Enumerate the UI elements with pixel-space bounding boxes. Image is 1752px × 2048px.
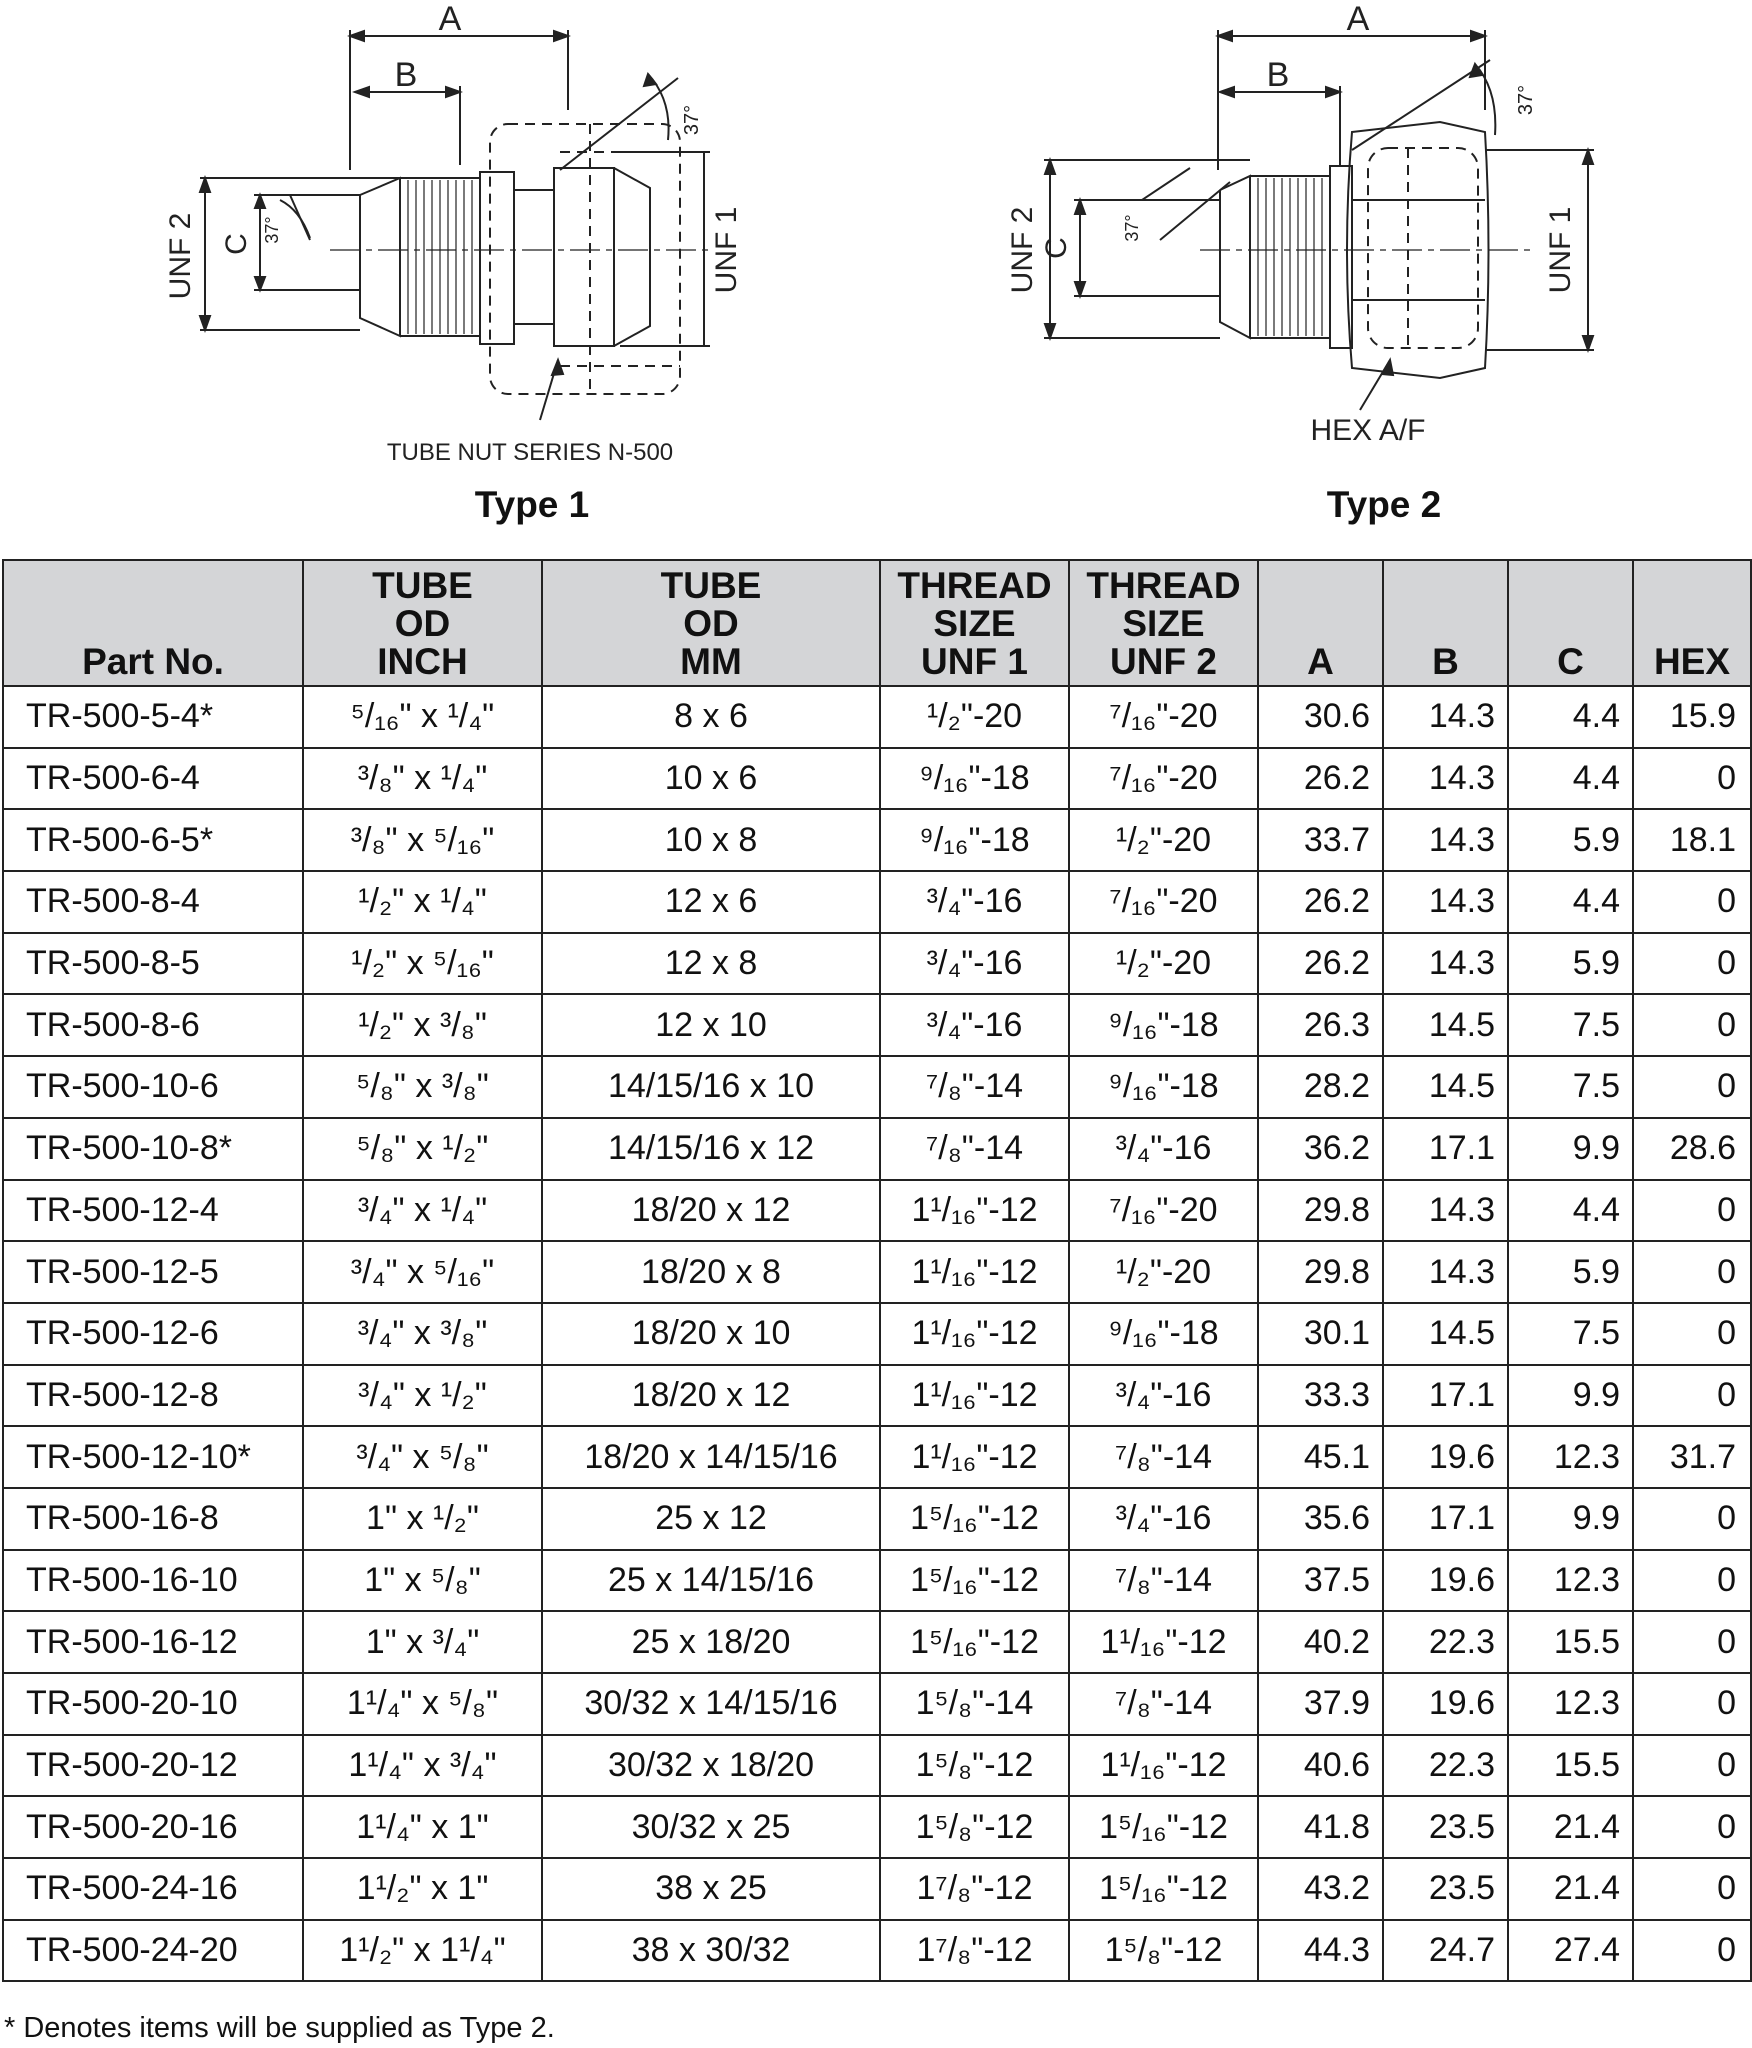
cell-thread-unf2: ⁹/₁₆"-18	[1069, 1056, 1258, 1118]
cell-tube-od-mm: 25 x 14/15/16	[542, 1550, 880, 1612]
cell-dim-b: 23.5	[1383, 1796, 1508, 1858]
cell-dim-c: 9.9	[1508, 1488, 1633, 1550]
cell-hex: 0	[1633, 1056, 1751, 1118]
type1-nut-note: TUBE NUT SERIES N-500	[386, 439, 674, 466]
cell-dim-c: 7.5	[1508, 994, 1633, 1056]
cell-dim-a: 45.1	[1258, 1426, 1383, 1488]
cell-dim-b: 19.6	[1383, 1426, 1508, 1488]
cell-tube-od-inch: 1" x ¹/₂"	[303, 1488, 542, 1550]
cell-tube-od-inch: ⁵/₈" x ³/₈"	[303, 1056, 542, 1118]
cell-part-no: TR-500-12-8	[3, 1365, 303, 1427]
cell-thread-unf1: ¹/₂"-20	[880, 686, 1069, 748]
cell-hex: 0	[1633, 871, 1751, 933]
cell-dim-a: 26.3	[1258, 994, 1383, 1056]
cell-thread-unf1: ⁷/₈"-14	[880, 1118, 1069, 1180]
table-row	[3, 1550, 1751, 1612]
cell-part-no: TR-500-24-20	[3, 1920, 303, 1982]
figures-area	[0, 0, 1752, 540]
type1-dim-unf2: UNF 2	[164, 212, 197, 300]
cell-thread-unf1: ⁷/₈"-14	[880, 1056, 1069, 1118]
cell-dim-a: 40.2	[1258, 1611, 1383, 1673]
cell-part-no: TR-500-20-10	[3, 1673, 303, 1735]
cell-hex: 0	[1633, 994, 1751, 1056]
cell-dim-b: 24.7	[1383, 1920, 1508, 1982]
cell-thread-unf1: 1⁵/₈"-12	[880, 1735, 1069, 1797]
type1-dim-c: C	[220, 233, 253, 255]
cell-thread-unf1: 1⁵/₈"-12	[880, 1796, 1069, 1858]
table-row	[3, 933, 1751, 995]
table-row	[3, 1611, 1751, 1673]
cell-dim-b: 17.1	[1383, 1365, 1508, 1427]
cell-thread-unf2: ⁷/₈"-14	[1069, 1550, 1258, 1612]
cell-dim-c: 5.9	[1508, 809, 1633, 871]
cell-dim-b: 17.1	[1383, 1118, 1508, 1180]
cell-dim-b: 14.5	[1383, 1056, 1508, 1118]
cell-dim-a: 26.2	[1258, 933, 1383, 995]
cell-tube-od-inch: ³/₄" x ¹/₄"	[303, 1180, 542, 1242]
cell-hex: 0	[1633, 1488, 1751, 1550]
fitting-spec-table	[2, 559, 1752, 1982]
cell-thread-unf2: 1¹/₁₆"-12	[1069, 1611, 1258, 1673]
cell-tube-od-inch: ⁵/₈" x ¹/₂"	[303, 1118, 542, 1180]
cell-dim-b: 14.3	[1383, 933, 1508, 995]
cell-part-no: TR-500-20-16	[3, 1796, 303, 1858]
cell-part-no: TR-500-8-4	[3, 871, 303, 933]
cell-dim-c: 4.4	[1508, 686, 1633, 748]
type1-dim-unf1: UNF 1	[710, 206, 743, 294]
cell-hex: 0	[1633, 933, 1751, 995]
table-row	[3, 1241, 1751, 1303]
table-row	[3, 871, 1751, 933]
cell-dim-a: 29.8	[1258, 1241, 1383, 1303]
cell-part-no: TR-500-6-5*	[3, 809, 303, 871]
cell-tube-od-inch: ¹/₂" x ³/₈"	[303, 994, 542, 1056]
table-row	[3, 1180, 1751, 1242]
cell-dim-c: 9.9	[1508, 1118, 1633, 1180]
cell-dim-a: 30.6	[1258, 686, 1383, 748]
cell-dim-c: 12.3	[1508, 1426, 1633, 1488]
table-row	[3, 686, 1751, 748]
cell-thread-unf2: ⁷/₁₆"-20	[1069, 686, 1258, 748]
cell-thread-unf2: ⁹/₁₆"-18	[1069, 1303, 1258, 1365]
cell-part-no: TR-500-16-8	[3, 1488, 303, 1550]
type2-drawing	[970, 0, 1650, 470]
cell-dim-b: 14.3	[1383, 1241, 1508, 1303]
type2-dim-c: C	[1040, 237, 1073, 259]
cell-part-no: TR-500-20-12	[3, 1735, 303, 1797]
type1-drawing	[150, 0, 743, 470]
type2-dim-a: A	[1346, 0, 1370, 38]
cell-thread-unf2: ⁷/₁₆"-20	[1069, 1180, 1258, 1242]
cell-thread-unf2: ¹/₂"-20	[1069, 809, 1258, 871]
cell-dim-b: 22.3	[1383, 1735, 1508, 1797]
cell-tube-od-mm: 12 x 6	[542, 871, 880, 933]
cell-part-no: TR-500-5-4*	[3, 686, 303, 748]
cell-dim-c: 9.9	[1508, 1365, 1633, 1427]
cell-dim-c: 4.4	[1508, 748, 1633, 810]
cell-thread-unf2: 1⁵/₈"-12	[1069, 1920, 1258, 1982]
cell-hex: 0	[1633, 1735, 1751, 1797]
cell-dim-b: 22.3	[1383, 1611, 1508, 1673]
table-row	[3, 1920, 1751, 1982]
cell-hex: 0	[1633, 1920, 1751, 1982]
cell-thread-unf1: ³/₄"-16	[880, 933, 1069, 995]
cell-hex: 0	[1633, 1673, 1751, 1735]
col-header-tube-od-mm: TUBE OD MM	[542, 560, 880, 686]
cell-thread-unf1: 1⁵/₁₆"-12	[880, 1488, 1069, 1550]
cell-part-no: TR-500-8-6	[3, 994, 303, 1056]
table-row	[3, 1056, 1751, 1118]
cell-thread-unf1: ³/₄"-16	[880, 994, 1069, 1056]
cell-hex: 0	[1633, 1796, 1751, 1858]
cell-thread-unf2: 1¹/₁₆"-12	[1069, 1735, 1258, 1797]
cell-thread-unf1: 1¹/₁₆"-12	[880, 1303, 1069, 1365]
cell-tube-od-mm: 10 x 6	[542, 748, 880, 810]
cell-tube-od-inch: 1¹/₄" x ³/₄"	[303, 1735, 542, 1797]
cell-tube-od-inch: ³/₈" x ⁵/₁₆"	[303, 809, 542, 871]
cell-part-no: TR-500-12-4	[3, 1180, 303, 1242]
cell-hex: 18.1	[1633, 809, 1751, 871]
type2-dim-unf2: UNF 2	[1006, 206, 1039, 294]
cell-thread-unf1: 1⁵/₁₆"-12	[880, 1611, 1069, 1673]
cell-tube-od-mm: 30/32 x 18/20	[542, 1735, 880, 1797]
cell-part-no: TR-500-8-5	[3, 933, 303, 995]
cell-thread-unf1: ³/₄"-16	[880, 871, 1069, 933]
cell-thread-unf1: 1¹/₁₆"-12	[880, 1241, 1069, 1303]
cell-hex: 0	[1633, 748, 1751, 810]
col-header-part: Part No.	[3, 560, 303, 686]
cell-hex: 0	[1633, 1365, 1751, 1427]
cell-dim-c: 15.5	[1508, 1611, 1633, 1673]
cell-tube-od-mm: 18/20 x 12	[542, 1365, 880, 1427]
cell-tube-od-mm: 30/32 x 25	[542, 1796, 880, 1858]
cell-thread-unf2: ¹/₂"-20	[1069, 1241, 1258, 1303]
cell-part-no: TR-500-12-5	[3, 1241, 303, 1303]
cell-thread-unf2: ⁷/₈"-14	[1069, 1426, 1258, 1488]
cell-part-no: TR-500-12-6	[3, 1303, 303, 1365]
col-header-tube-od-inch: TUBE OD INCH	[303, 560, 542, 686]
cell-thread-unf2: ³/₄"-16	[1069, 1365, 1258, 1427]
cell-dim-a: 35.6	[1258, 1488, 1383, 1550]
col-header-a: A	[1258, 560, 1383, 686]
type1-dim-a: A	[438, 0, 462, 38]
cell-thread-unf2: ⁷/₁₆"-20	[1069, 748, 1258, 810]
cell-hex: 31.7	[1633, 1426, 1751, 1488]
cell-dim-b: 14.5	[1383, 994, 1508, 1056]
table-body	[3, 686, 1751, 1981]
table-row	[3, 994, 1751, 1056]
cell-hex: 15.9	[1633, 686, 1751, 748]
cell-dim-c: 4.4	[1508, 1180, 1633, 1242]
cell-tube-od-inch: ³/₄" x ⁵/₁₆"	[303, 1241, 542, 1303]
table-row	[3, 1735, 1751, 1797]
cell-thread-unf1: 1⁵/₁₆"-12	[880, 1550, 1069, 1612]
cell-thread-unf2: ¹/₂"-20	[1069, 933, 1258, 995]
type1-dim-b: B	[394, 56, 418, 94]
cell-part-no: TR-500-12-10*	[3, 1426, 303, 1488]
cell-dim-b: 14.3	[1383, 1180, 1508, 1242]
cell-hex: 28.6	[1633, 1118, 1751, 1180]
cell-tube-od-inch: ¹/₂" x ¹/₄"	[303, 871, 542, 933]
type1-angle-inner: 37°	[262, 216, 282, 244]
cell-tube-od-mm: 38 x 25	[542, 1858, 880, 1920]
cell-dim-b: 17.1	[1383, 1488, 1508, 1550]
col-header-thread-unf1: THREAD SIZE UNF 1	[880, 560, 1069, 686]
cell-dim-b: 14.3	[1383, 809, 1508, 871]
cell-dim-b: 14.3	[1383, 871, 1508, 933]
cell-dim-b: 23.5	[1383, 1858, 1508, 1920]
cell-part-no: TR-500-6-4	[3, 748, 303, 810]
cell-tube-od-inch: 1" x ⁵/₈"	[303, 1550, 542, 1612]
type1-angle-outer: 37°	[681, 104, 703, 136]
cell-dim-a: 37.5	[1258, 1550, 1383, 1612]
cell-part-no: TR-500-10-8*	[3, 1118, 303, 1180]
cell-tube-od-mm: 14/15/16 x 10	[542, 1056, 880, 1118]
cell-thread-unf1: 1¹/₁₆"-12	[880, 1365, 1069, 1427]
cell-thread-unf2: 1⁵/₁₆"-12	[1069, 1858, 1258, 1920]
cell-thread-unf2: ⁹/₁₆"-18	[1069, 994, 1258, 1056]
type2-angle-outer: 37°	[1515, 84, 1537, 116]
footnote: * Denotes items will be supplied as Type 2.	[4, 2012, 555, 2044]
cell-tube-od-inch: 1¹/₄" x ⁵/₈"	[303, 1673, 542, 1735]
cell-tube-od-inch: 1¹/₂" x 1"	[303, 1858, 542, 1920]
cell-tube-od-mm: 18/20 x 12	[542, 1180, 880, 1242]
col-header-hex: HEX	[1633, 560, 1751, 686]
cell-thread-unf2: ³/₄"-16	[1069, 1488, 1258, 1550]
table-row	[3, 1118, 1751, 1180]
cell-tube-od-mm: 8 x 6	[542, 686, 880, 748]
cell-tube-od-inch: 1¹/₄" x 1"	[303, 1796, 542, 1858]
cell-dim-a: 28.2	[1258, 1056, 1383, 1118]
cell-thread-unf1: 1⁷/₈"-12	[880, 1920, 1069, 1982]
cell-dim-a: 40.6	[1258, 1735, 1383, 1797]
cell-hex: 0	[1633, 1858, 1751, 1920]
cell-tube-od-mm: 14/15/16 x 12	[542, 1118, 880, 1180]
cell-dim-a: 26.2	[1258, 748, 1383, 810]
cell-tube-od-inch: 1¹/₂" x 1¹/₄"	[303, 1920, 542, 1982]
cell-dim-a: 26.2	[1258, 871, 1383, 933]
cell-thread-unf2: ⁷/₁₆"-20	[1069, 871, 1258, 933]
cell-dim-a: 30.1	[1258, 1303, 1383, 1365]
cell-dim-c: 12.3	[1508, 1550, 1633, 1612]
cell-dim-b: 14.5	[1383, 1303, 1508, 1365]
cell-tube-od-inch: ⁵/₁₆" x ¹/₄"	[303, 686, 542, 748]
cell-thread-unf1: 1¹/₁₆"-12	[880, 1180, 1069, 1242]
cell-part-no: TR-500-16-10	[3, 1550, 303, 1612]
cell-tube-od-inch: ³/₄" x ⁵/₈"	[303, 1426, 542, 1488]
cell-hex: 0	[1633, 1303, 1751, 1365]
cell-tube-od-mm: 18/20 x 10	[542, 1303, 880, 1365]
cell-tube-od-mm: 18/20 x 8	[542, 1241, 880, 1303]
type1-caption: Type 1	[474, 484, 590, 525]
cell-dim-c: 12.3	[1508, 1673, 1633, 1735]
cell-dim-a: 37.9	[1258, 1673, 1383, 1735]
table-row	[3, 1488, 1751, 1550]
cell-dim-a: 41.8	[1258, 1796, 1383, 1858]
cell-part-no: TR-500-24-16	[3, 1858, 303, 1920]
cell-thread-unf1: 1¹/₁₆"-12	[880, 1426, 1069, 1488]
cell-dim-b: 19.6	[1383, 1673, 1508, 1735]
cell-dim-c: 4.4	[1508, 871, 1633, 933]
cell-thread-unf2: 1⁵/₁₆"-12	[1069, 1796, 1258, 1858]
cell-tube-od-mm: 38 x 30/32	[542, 1920, 880, 1982]
cell-thread-unf1: 1⁷/₈"-12	[880, 1858, 1069, 1920]
type2-dim-b: B	[1266, 56, 1290, 94]
col-header-c: C	[1508, 560, 1633, 686]
cell-thread-unf1: ⁹/₁₆"-18	[880, 809, 1069, 871]
cell-hex: 0	[1633, 1550, 1751, 1612]
cell-dim-c: 7.5	[1508, 1056, 1633, 1118]
cell-hex: 0	[1633, 1611, 1751, 1673]
cell-tube-od-inch: ³/₄" x ³/₈"	[303, 1303, 542, 1365]
cell-tube-od-mm: 12 x 10	[542, 994, 880, 1056]
table-row	[3, 1426, 1751, 1488]
table-row	[3, 1365, 1751, 1427]
cell-tube-od-inch: ¹/₂" x ⁵/₁₆"	[303, 933, 542, 995]
col-header-thread-unf2: THREAD SIZE UNF 2	[1069, 560, 1258, 686]
cell-dim-b: 19.6	[1383, 1550, 1508, 1612]
cell-tube-od-mm: 30/32 x 14/15/16	[542, 1673, 880, 1735]
table-header-row	[3, 560, 1751, 686]
table-row	[3, 809, 1751, 871]
cell-dim-a: 44.3	[1258, 1920, 1383, 1982]
table-row	[3, 1303, 1751, 1365]
cell-thread-unf2: ⁷/₈"-14	[1069, 1673, 1258, 1735]
cell-hex: 0	[1633, 1241, 1751, 1303]
cell-dim-a: 29.8	[1258, 1180, 1383, 1242]
cell-dim-a: 36.2	[1258, 1118, 1383, 1180]
table-row	[3, 748, 1751, 810]
cell-dim-c: 21.4	[1508, 1858, 1633, 1920]
cell-dim-a: 43.2	[1258, 1858, 1383, 1920]
cell-tube-od-mm: 25 x 18/20	[542, 1611, 880, 1673]
cell-dim-a: 33.3	[1258, 1365, 1383, 1427]
type2-dim-unf1: UNF 1	[1544, 206, 1577, 294]
cell-part-no: TR-500-16-12	[3, 1611, 303, 1673]
cell-thread-unf1: 1⁵/₈"-14	[880, 1673, 1069, 1735]
table-row	[3, 1858, 1751, 1920]
cell-dim-c: 27.4	[1508, 1920, 1633, 1982]
cell-dim-c: 21.4	[1508, 1796, 1633, 1858]
cell-tube-od-mm: 12 x 8	[542, 933, 880, 995]
cell-dim-c: 5.9	[1508, 933, 1633, 995]
type2-hex-note: HEX A/F	[1310, 414, 1426, 447]
cell-part-no: TR-500-10-6	[3, 1056, 303, 1118]
type2-angle-inner: 37°	[1122, 214, 1142, 242]
table-row	[3, 1673, 1751, 1735]
cell-dim-a: 33.7	[1258, 809, 1383, 871]
cell-dim-c: 15.5	[1508, 1735, 1633, 1797]
cell-hex: 0	[1633, 1180, 1751, 1242]
cell-tube-od-inch: 1" x ³/₄"	[303, 1611, 542, 1673]
cell-tube-od-mm: 10 x 8	[542, 809, 880, 871]
cell-dim-c: 5.9	[1508, 1241, 1633, 1303]
cell-tube-od-inch: ³/₈" x ¹/₄"	[303, 748, 542, 810]
cell-dim-b: 14.3	[1383, 686, 1508, 748]
cell-dim-b: 14.3	[1383, 748, 1508, 810]
cell-thread-unf2: ³/₄"-16	[1069, 1118, 1258, 1180]
cell-tube-od-inch: ³/₄" x ¹/₂"	[303, 1365, 542, 1427]
table-row	[3, 1796, 1751, 1858]
col-header-b: B	[1383, 560, 1508, 686]
cell-tube-od-mm: 25 x 12	[542, 1488, 880, 1550]
cell-tube-od-mm: 18/20 x 14/15/16	[542, 1426, 880, 1488]
type2-caption: Type 2	[1326, 484, 1442, 525]
cell-dim-c: 7.5	[1508, 1303, 1633, 1365]
cell-thread-unf1: ⁹/₁₆"-18	[880, 748, 1069, 810]
